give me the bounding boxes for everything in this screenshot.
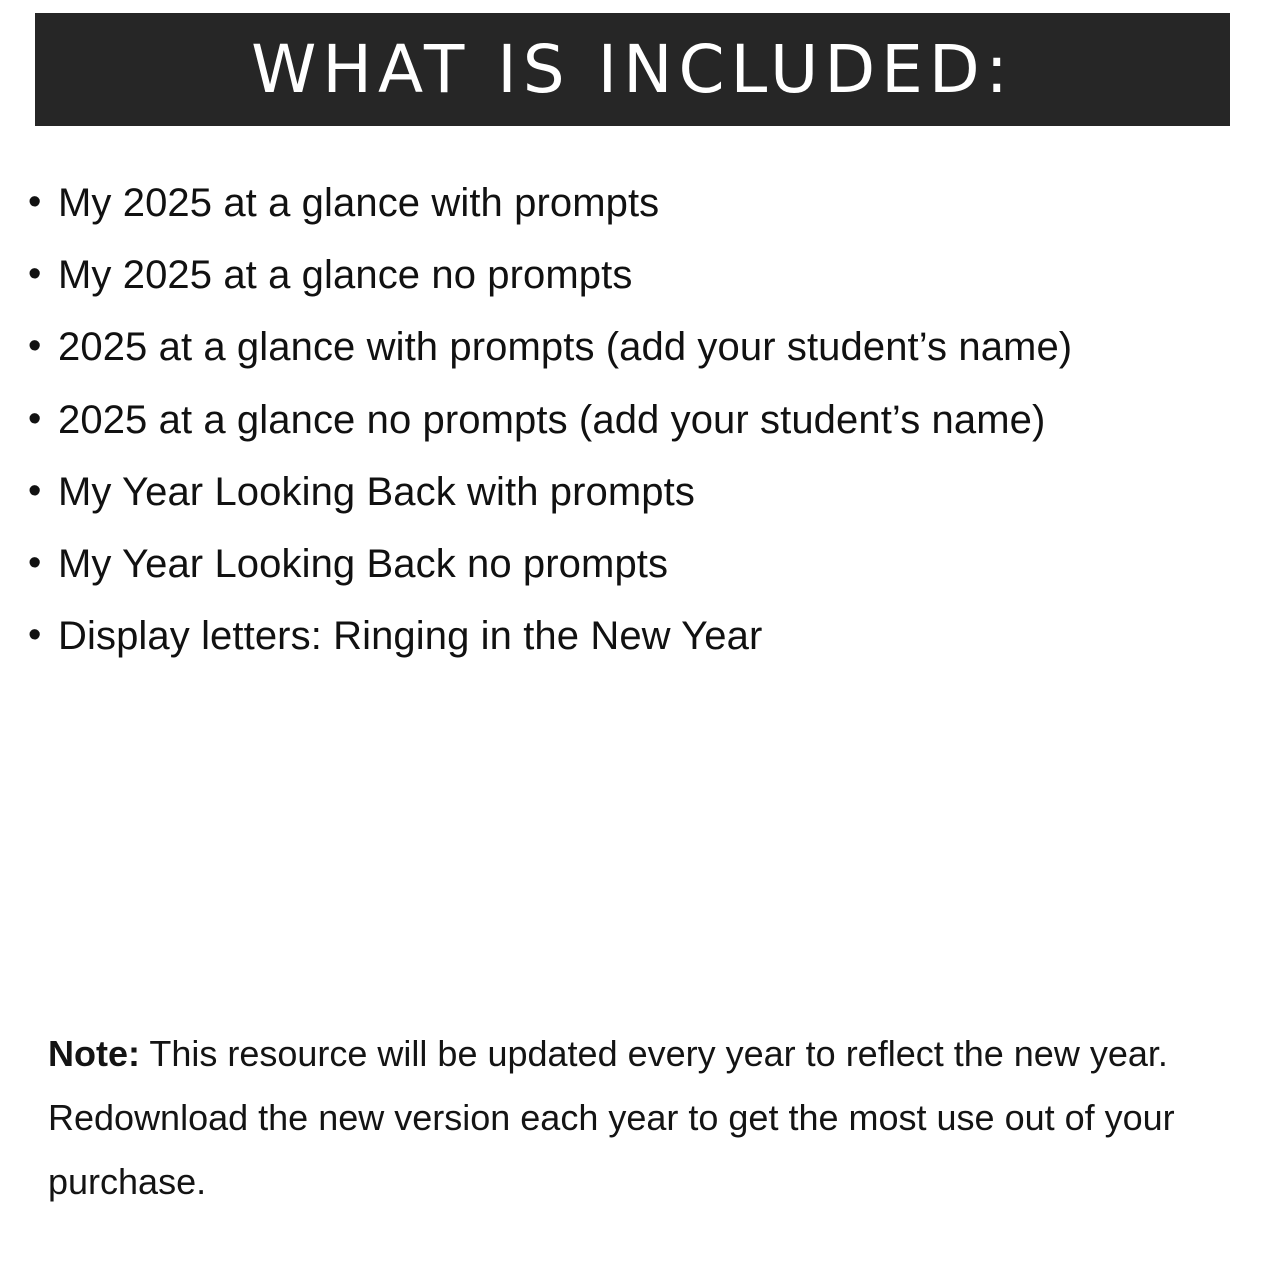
list-item: [28, 250, 1258, 301]
list-item: [28, 322, 1258, 373]
list-item-label: My 2025 at a glance no prompts: [58, 253, 633, 298]
list-item: [28, 539, 1258, 590]
header-banner: [35, 13, 1230, 126]
list-item-label: My Year Looking Back no prompts: [58, 541, 669, 586]
note-text: This resource will be updated every year to reflect the new year. Redownload the new version each year to get the most use out of your purchase.: [48, 1033, 1175, 1203]
list-item-label: My Year Looking Back with prompts: [58, 469, 695, 514]
list-item: [28, 395, 1258, 446]
list-item: [28, 467, 1258, 518]
bullet-icon: •: [28, 181, 42, 223]
bullet-icon: •: [28, 397, 42, 440]
list-item-label: 2025 at a glance with prompts (add your student’s name): [58, 325, 1073, 370]
list-item-label: My 2025 at a glance with prompts: [58, 181, 660, 225]
bullet-icon: •: [28, 541, 42, 584]
note-block: [48, 1022, 1218, 1214]
bullet-icon: •: [28, 469, 42, 512]
bullet-icon: •: [28, 614, 42, 657]
bullet-icon: •: [28, 253, 42, 296]
note-label: Note:: [48, 1033, 140, 1074]
list-item: [28, 611, 1258, 662]
page-title: WHAT IS INCLUDED:: [251, 30, 1014, 108]
included-items-list: [28, 178, 1258, 683]
list-item-label: Display letters: Ringing in the New Year: [58, 614, 763, 659]
list-item: [28, 178, 1258, 229]
bullet-icon: •: [28, 325, 42, 368]
list-item-label: 2025 at a glance no prompts (add your student’s name): [58, 397, 1046, 442]
